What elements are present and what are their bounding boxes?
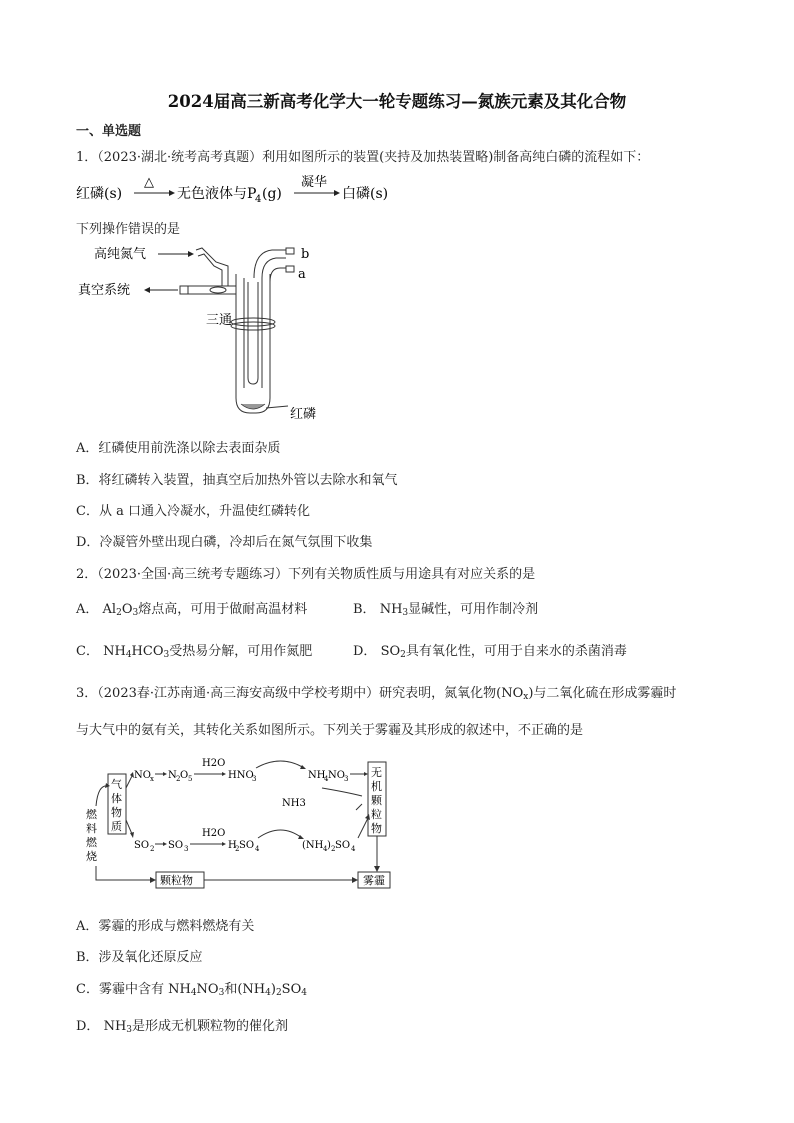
q1-option-b: B．将红磷转入装置，抽真空后加热外管以去除水和氧气 bbox=[76, 473, 398, 488]
svg-text:4: 4 bbox=[324, 775, 329, 783]
apparatus-svg bbox=[76, 238, 346, 428]
label-b: b bbox=[301, 247, 310, 262]
svg-text:NO: NO bbox=[328, 770, 345, 781]
svg-text:2: 2 bbox=[331, 845, 336, 853]
q2-option-d: D． $SO_2$具有氧化性，可用于自来水的杀菌消毒 bbox=[353, 644, 627, 660]
svg-text:SO: SO bbox=[239, 840, 255, 851]
svg-text:2: 2 bbox=[235, 845, 240, 853]
fuel-c3: 燃 bbox=[86, 836, 97, 849]
svg-text:SO: SO bbox=[335, 840, 351, 851]
q1-flow-svg bbox=[76, 172, 406, 208]
svg-text:3: 3 bbox=[344, 775, 349, 783]
svg-text:H2O: H2O bbox=[202, 758, 226, 769]
svg-text:): ) bbox=[327, 840, 331, 851]
q3-diagram bbox=[76, 748, 406, 898]
svg-text:3: 3 bbox=[252, 775, 257, 783]
q1-stem: 1．（2023·湖北·统考高考真题）利用如图所示的装置(夹持及加热装置略)制备高纯白磷的流程如下： bbox=[76, 150, 650, 165]
svg-text:N: N bbox=[168, 770, 177, 781]
label-tee: 三通 bbox=[206, 313, 233, 328]
fuel-c1: 燃 bbox=[86, 808, 97, 821]
haze-diagram-svg bbox=[76, 748, 406, 898]
flow-start: 红磷(s) bbox=[76, 186, 123, 202]
svg-text:4: 4 bbox=[351, 845, 356, 853]
svg-text:NH: NH bbox=[308, 770, 326, 781]
section-heading: 一、单选题 bbox=[76, 124, 142, 139]
svg-text:2: 2 bbox=[176, 775, 181, 783]
q1-flow bbox=[76, 172, 406, 208]
label-a: a bbox=[298, 267, 306, 282]
svg-text:H: H bbox=[228, 840, 237, 851]
svg-text:x: x bbox=[150, 775, 154, 783]
svg-text:4: 4 bbox=[323, 845, 328, 853]
particles-label: 颗粒物 bbox=[160, 874, 193, 887]
flow-end: 白磷(s) bbox=[342, 186, 389, 202]
haze-label: 雾霾 bbox=[363, 874, 385, 887]
svg-text:粒: 粒 bbox=[371, 808, 382, 821]
q3-option-c: C．雾霾中含有 $NH_4NO_3$和$(NH_4)_2SO_4$ bbox=[76, 982, 307, 998]
svg-text:物: 物 bbox=[371, 822, 382, 835]
q3-option-b: B．涉及氧化还原反应 bbox=[76, 950, 203, 965]
svg-text:机: 机 bbox=[371, 780, 382, 793]
q3-stem-line1: 3．（2023春·江苏南通·高三海安高级中学校考期中）研究表明，氮氧化物$(NO_x)$与二氧化硫在形成雾霾时 bbox=[76, 686, 677, 702]
q1-option-a: A．红磷使用前洗涤以除去表面杂质 bbox=[76, 441, 281, 456]
svg-text:(NH: (NH bbox=[302, 840, 324, 851]
svg-text:4: 4 bbox=[255, 845, 260, 853]
svg-text:O: O bbox=[180, 770, 189, 781]
arrow-label-sublimation: 凝华 bbox=[301, 175, 328, 190]
gas-c4: 质 bbox=[111, 820, 122, 833]
svg-text:SO: SO bbox=[134, 840, 150, 851]
q3-stem-line2: 与大气中的氨有关，其转化关系如图所示。下列关于雾霾及其形成的叙述中，不正确的是 bbox=[76, 723, 584, 738]
svg-text:HNO: HNO bbox=[228, 770, 254, 781]
fuel-c2: 料 bbox=[86, 822, 97, 835]
svg-text:NO: NO bbox=[134, 770, 151, 781]
svg-text:无: 无 bbox=[371, 766, 382, 779]
flow-middle: 无色液体与P bbox=[177, 186, 257, 202]
svg-text:3: 3 bbox=[184, 845, 189, 853]
label-n2: 高纯氮气 bbox=[94, 247, 147, 262]
q3-option-a: A．雾霾的形成与燃料燃烧有关 bbox=[76, 919, 255, 934]
q1-apparatus bbox=[76, 238, 346, 428]
svg-text:颗: 颗 bbox=[371, 794, 382, 807]
gas-c1: 气 bbox=[111, 778, 122, 791]
svg-text:SO: SO bbox=[168, 840, 184, 851]
svg-text:(g): (g) bbox=[262, 186, 282, 202]
q2-option-a: A． $Al_2O_3$熔点高，可用于做耐高温材料 bbox=[76, 602, 308, 618]
page-title: 2024届高三新高考化学大一轮专题练习—氮族元素及其化合物 bbox=[167, 92, 627, 111]
q1-ask: 下列操作错误的是 bbox=[76, 222, 181, 237]
gas-c2: 体 bbox=[111, 792, 122, 805]
heat-symbol: △ bbox=[144, 175, 154, 190]
svg-text:5: 5 bbox=[188, 775, 193, 783]
svg-text:NH3: NH3 bbox=[282, 798, 306, 809]
q2-option-c: C． $NH_4HCO_3$受热易分解，可用作氮肥 bbox=[76, 644, 313, 660]
q2-stem: 2．（2023·全国·高三统考专题练习）下列有关物质性质与用途具有对应关系的是 bbox=[76, 567, 536, 582]
svg-text:4: 4 bbox=[255, 194, 262, 205]
q1-option-c: C．从 a 口通入冷凝水，升温使红磷转化 bbox=[76, 504, 310, 519]
q2-option-b: B． $NH_3$显碱性，可用作制冷剂 bbox=[353, 602, 539, 618]
fuel-c4: 烧 bbox=[86, 850, 97, 863]
label-vacuum: 真空系统 bbox=[78, 283, 131, 298]
gas-c3: 物 bbox=[111, 806, 122, 819]
svg-text:2: 2 bbox=[150, 845, 155, 853]
q1-option-d: D．冷凝管外壁出现白磷，冷却后在氮气氛围下收集 bbox=[76, 535, 373, 550]
label-red-phosphorus: 红磷 bbox=[290, 407, 317, 422]
svg-text:H2O: H2O bbox=[202, 828, 226, 839]
q3-option-d: D． $NH_3$是形成无机颗粒物的催化剂 bbox=[76, 1019, 289, 1035]
